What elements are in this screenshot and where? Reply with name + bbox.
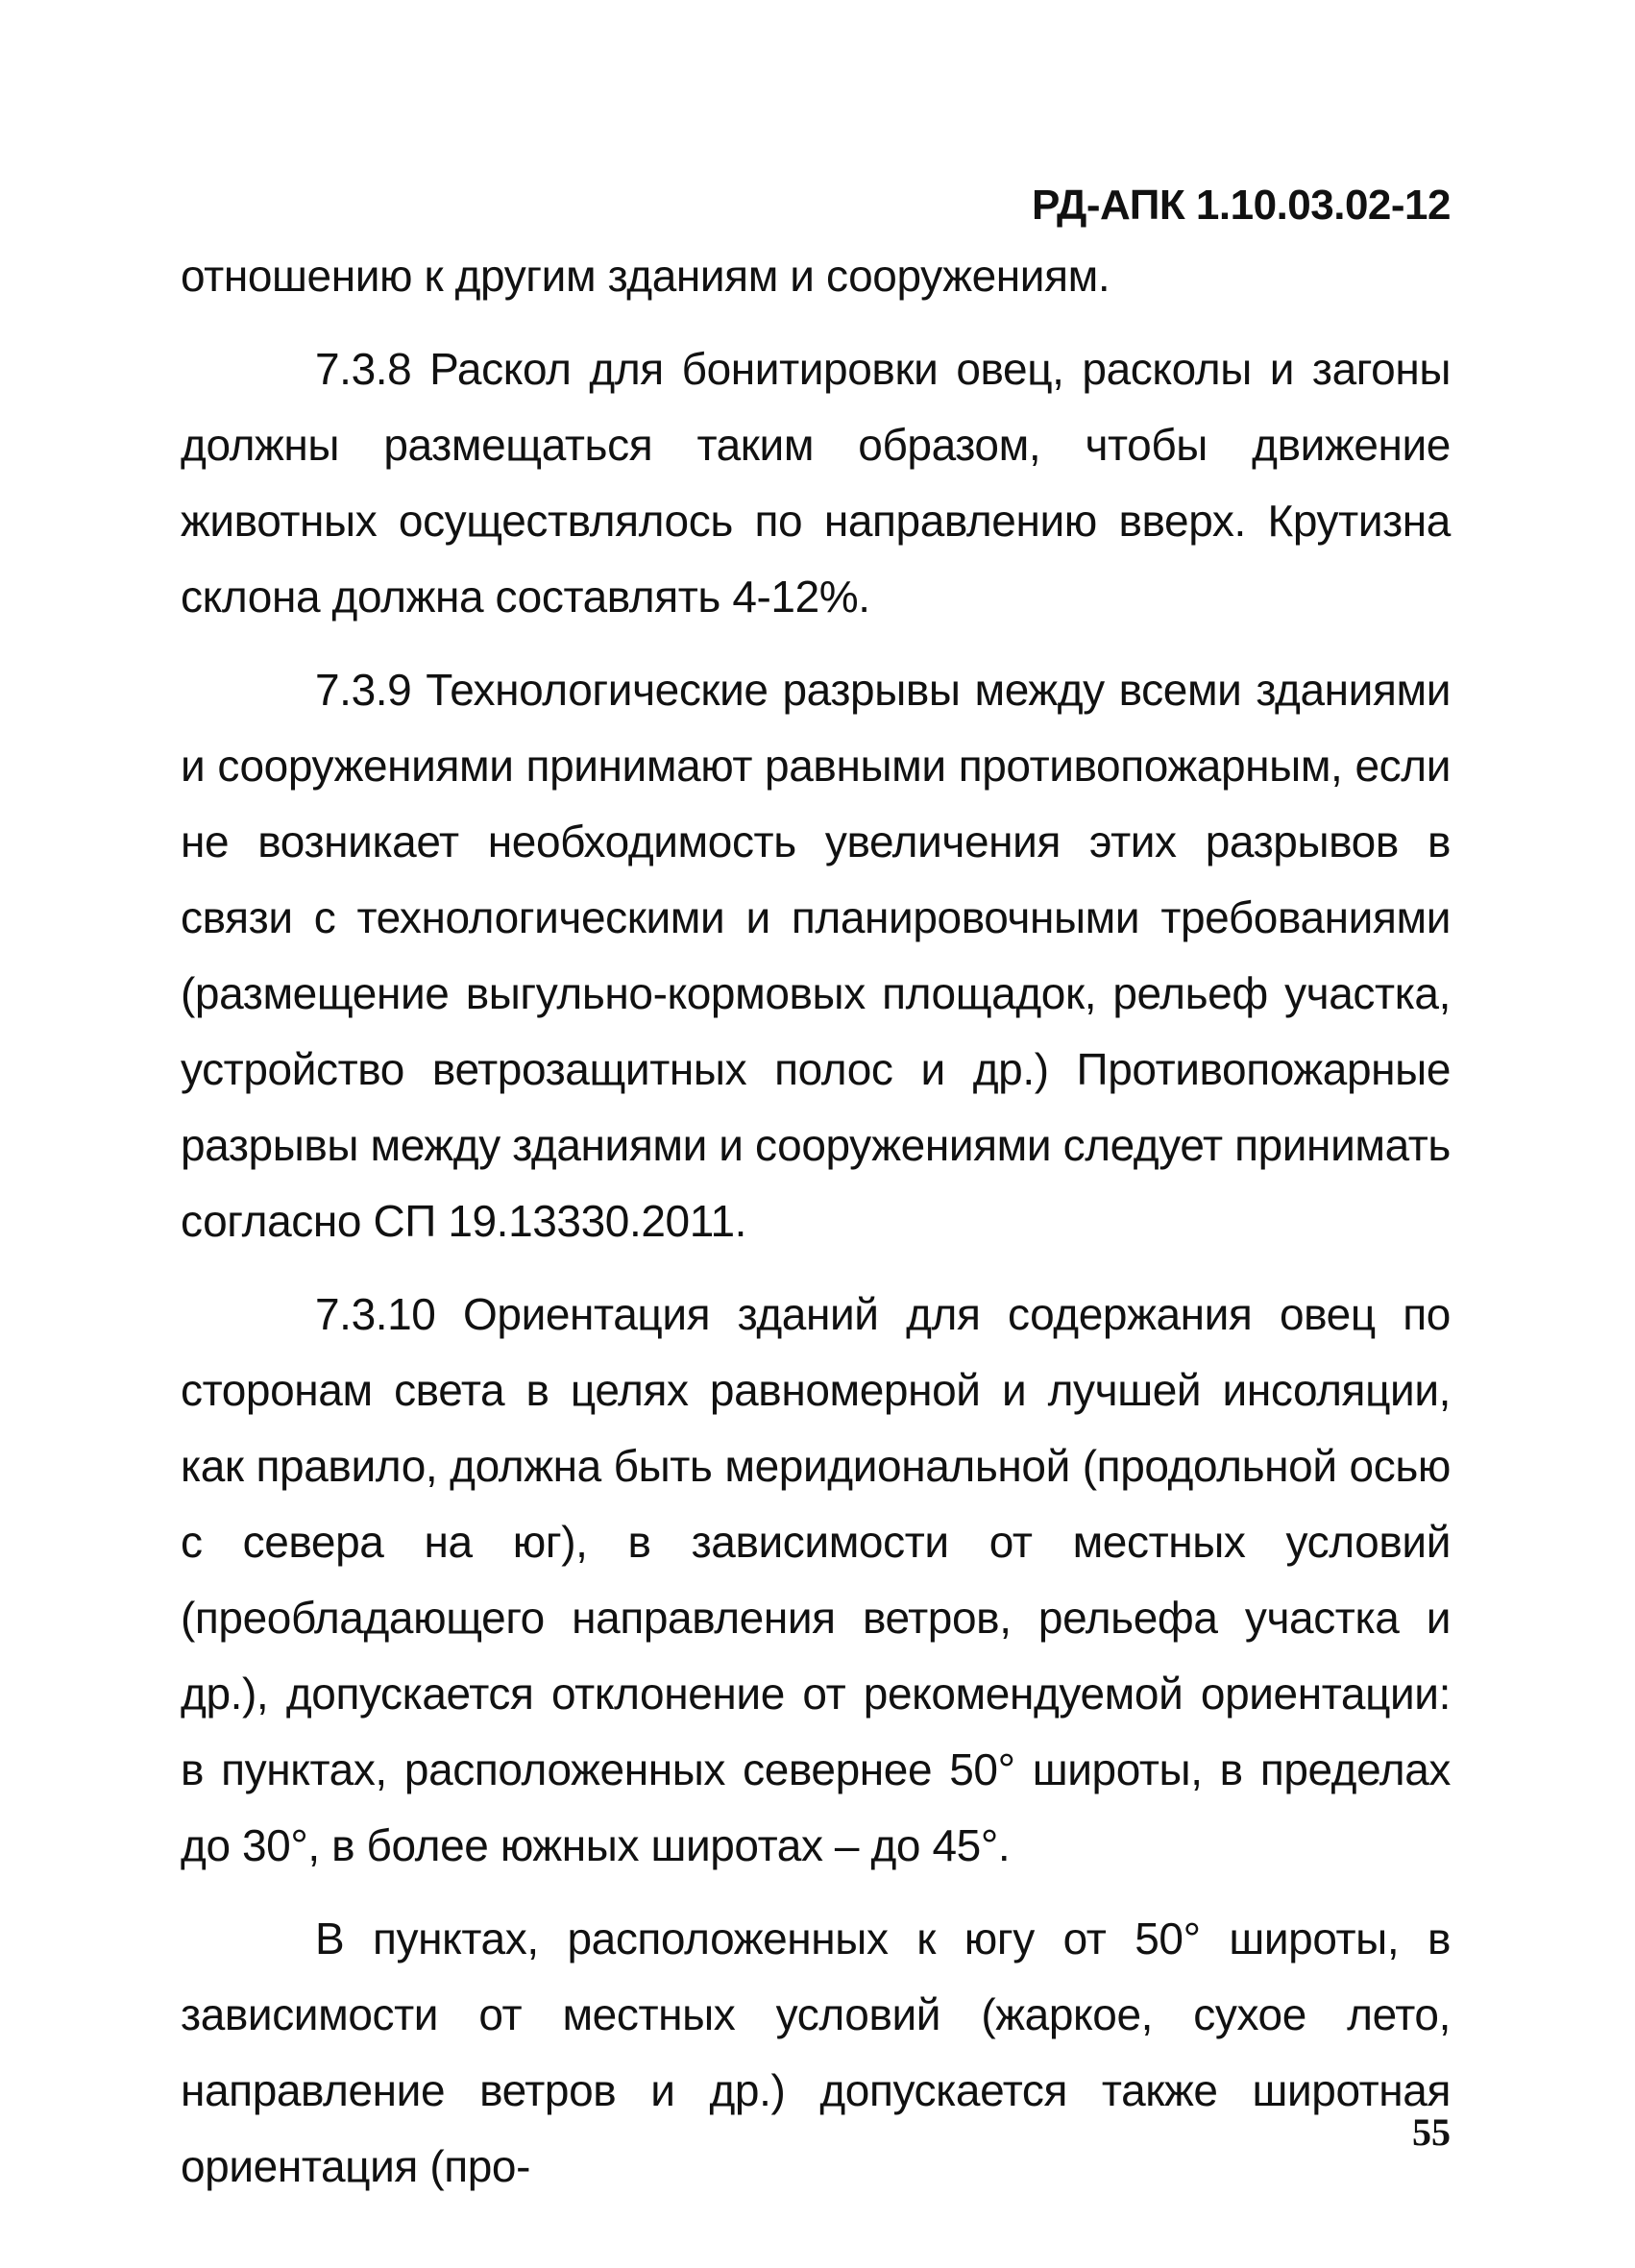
paragraph-7-3-8: 7.3.8 Раскол для бонитировки овец, расколы и загоны должны размещаться таким образом, чтобы движение животных осуществлялось по направлению вверх. Крутизна склона должна составлять 4-12%.	[181, 344, 1451, 622]
document-code-header: РД-АПК 1.10.03.02-12	[1031, 182, 1451, 229]
page-number: 55	[1412, 2110, 1451, 2154]
document-body	[181, 238, 1451, 2205]
paragraph-southern-orientation: В пунктах, расположенных к югу от 50° широты, в зависимости от местных условий (жаркое, сухое лето, направление ветров и др.) допускается также широтная ориентация (про-	[181, 1914, 1451, 2191]
paragraph-7-3-10: 7.3.10 Ориентация зданий для содержания овец по сторонам света в целях равномерной и лучшей инсоляции, как правило, должна быть меридиональной (продольной осью с севера на юг), в зависимости от местных условий (преобладающего направления ветров, рельефа участка и др.), допускается отклонение от рекомендуемой ориентации: в пунктах, расположенных севернее 50° широты, в пределах до 30°, в более южных широтах – до 45°.	[181, 1289, 1451, 1870]
paragraph-7-3-9: 7.3.9 Технологические разрывы между всеми зданиями и сооружениями принимают равными противопожарным, если не возникает необходимость увеличения этих разрывов в связи с технологическими и планировочными требованиями (размещение выгульно-кормовых площадок, рельеф участка, устройство ветрозащитных полос и др.) Противопожарные разрывы между зданиями и сооружениями следует принимать согласно СП 19.13330.2011.	[181, 665, 1451, 1246]
paragraph-continuation: отношению к другим зданиям и сооружениям.	[181, 251, 1110, 301]
